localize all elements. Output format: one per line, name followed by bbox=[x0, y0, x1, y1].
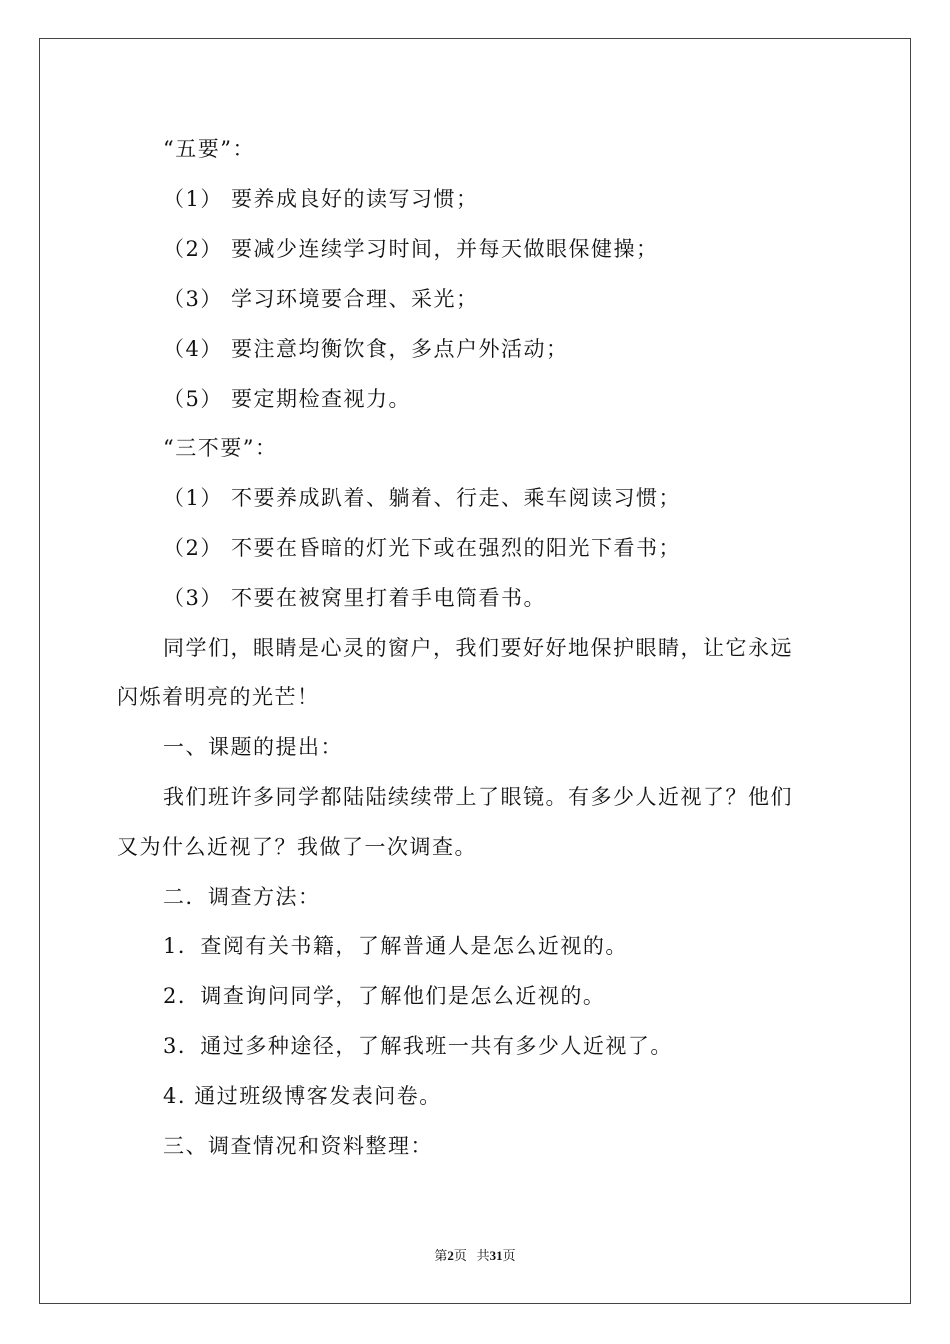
page-footer bbox=[0, 1247, 950, 1265]
section-heading: 三、调查情况和资料整理： bbox=[163, 1134, 433, 1158]
footer-prefix: 第 bbox=[434, 1248, 448, 1263]
footer-page-suffix: 页 bbox=[453, 1248, 467, 1263]
paragraph-line: 闪烁着明亮的光芒！ bbox=[117, 685, 320, 709]
paragraph-line: 又为什么近视了？我做了一次调查。 bbox=[117, 835, 477, 859]
heading-five-musts: “五要”： bbox=[163, 137, 255, 161]
heading-three-donts: “三不要”： bbox=[163, 436, 278, 460]
footer-total-pages: 31 bbox=[489, 1248, 503, 1263]
list-item: 2．调查询问同学，了解他们是怎么近视的。 bbox=[163, 984, 606, 1008]
list-item: （4） 要注意均衡饮食，多点户外活动； bbox=[163, 337, 569, 361]
list-item: 1．查阅有关书籍，了解普通人是怎么近视的。 bbox=[163, 934, 628, 958]
footer-total-prefix: 共 bbox=[476, 1248, 490, 1263]
paragraph-line: 我们班许多同学都陆陆续续带上了眼镜。有多少人近视了？他们 bbox=[163, 785, 793, 809]
list-item: （1） 不要养成趴着、躺着、行走、乘车阅读习惯； bbox=[163, 486, 682, 510]
list-item: （3） 不要在被窝里打着手电筒看书。 bbox=[163, 586, 547, 610]
page-border bbox=[39, 38, 911, 1304]
list-item: （2） 要减少连续学习时间，并每天做眼保健操； bbox=[163, 237, 659, 261]
list-item: （2） 不要在昏暗的灯光下或在强烈的阳光下看书； bbox=[163, 536, 682, 560]
paragraph-line: 同学们，眼睛是心灵的窗户，我们要好好地保护眼睛，让它永远 bbox=[163, 636, 793, 660]
list-item: （3） 学习环境要合理、采光； bbox=[163, 287, 479, 311]
section-heading: 一、课题的提出： bbox=[163, 735, 343, 759]
list-item: 4. 通过班级博客发表问卷。 bbox=[163, 1084, 442, 1108]
list-item: （1） 要养成良好的读写习惯； bbox=[163, 187, 479, 211]
footer-total-suffix: 页 bbox=[502, 1248, 516, 1263]
list-item: （5） 要定期检查视力。 bbox=[163, 387, 412, 411]
section-heading: 二．调查方法： bbox=[163, 885, 321, 909]
list-item: 3．通过多种途径，了解我班一共有多少人近视了。 bbox=[163, 1034, 673, 1058]
footer-page-number: 2 bbox=[447, 1248, 454, 1263]
